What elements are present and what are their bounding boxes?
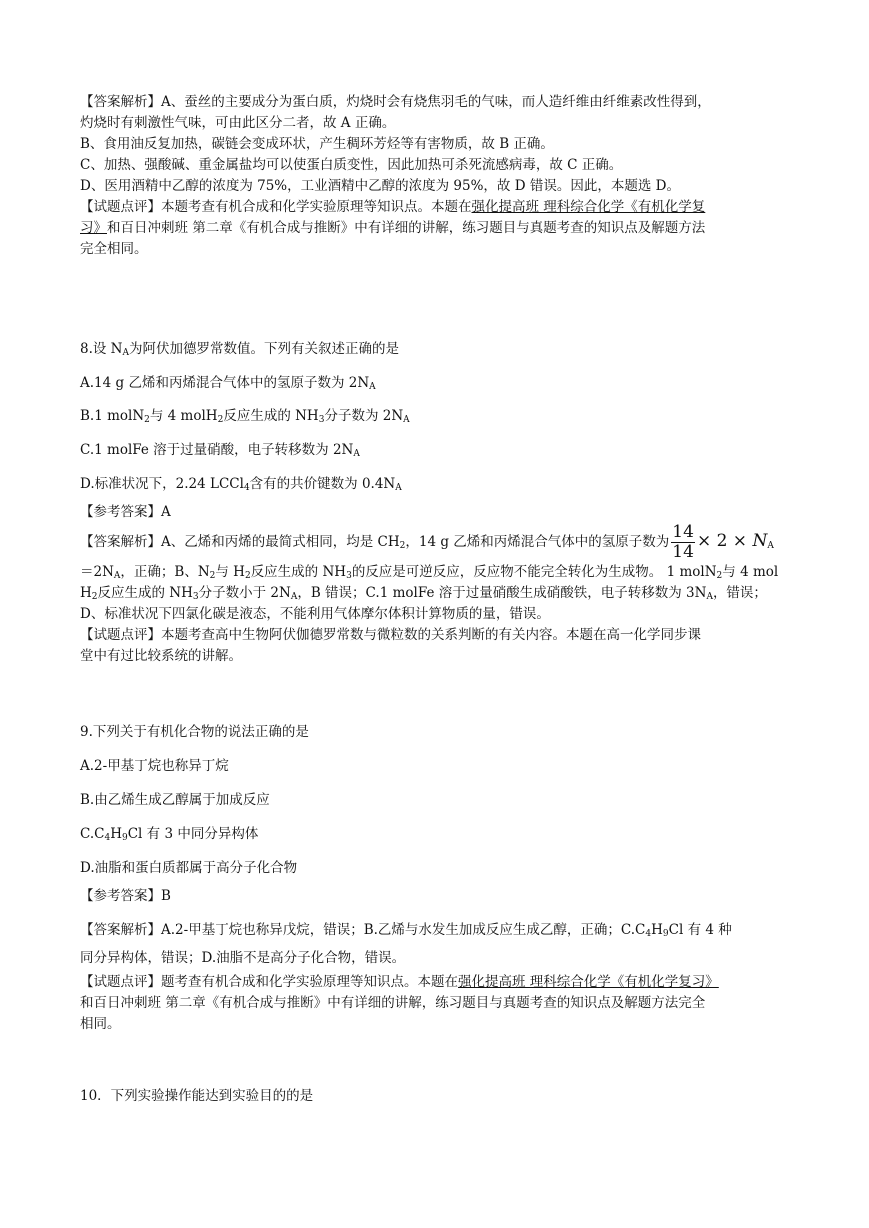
fraction: $\frac{14}{14}$ bbox=[672, 522, 694, 562]
q8-option-a: A.14 g 乙烯和丙烯混合气体中的氢原子数为 $2N_A$ bbox=[80, 375, 376, 392]
q9-option-b: B.由乙烯生成乙醇属于加成反应 bbox=[80, 792, 270, 808]
q9-stem: 9.下列关于有机化合物的说法正确的是 bbox=[80, 724, 309, 740]
q7-analysis-line-5: D、医用酒精中乙醇的浓度为 75%，工业酒精中乙醇的浓度为 95%，故 D 错误。因此，本题选 D。 bbox=[80, 178, 680, 194]
q9-option-a: A.2-甲基丁烷也称异丁烷 bbox=[80, 758, 229, 774]
q9-course-link: 强化提高班 理科综合化学《有机化学复习》 bbox=[458, 974, 719, 990]
q7-analysis-line-2: 灼烧时有刺激性气味，可由此区分二者，故 A 正确。 bbox=[80, 115, 396, 131]
q7-analysis-line-3: B、食用油反复加热，碳链会变成环状，产生稠环芳烃等有害物质，故 B 正确。 bbox=[80, 136, 554, 152]
q8-stem: 8.设 $N_A$为阿伏加德罗常数值。下列有关叙述正确的是 bbox=[80, 341, 399, 358]
q9-option-d: D.油脂和蛋白质都属于高分子化合物 bbox=[80, 860, 298, 876]
q10-stem: 10．下列实验操作能达到实验目的的是 bbox=[80, 1088, 314, 1104]
q8-comment-line-1: 【试题点评】本题考查高中生物阿伏伽德罗常数与微粒数的关系判断的有关内容。本题在高一化学同步课 bbox=[80, 627, 701, 643]
q8-answer: 【参考答案】A bbox=[80, 504, 171, 520]
q8-option-b: B.1 molN$_2$与 4 molH$_2$反应生成的 $NH_3$分子数为 $2N_A$ bbox=[80, 408, 410, 425]
q8-comment-line-2: 堂中有过比较系统的讲解。 bbox=[80, 648, 242, 664]
q8-option-c: C.1 molFe 溶于过量硝酸，电子转移数为 $2N_A$ bbox=[80, 442, 360, 459]
q9-option-c: $C.C_4H_9Cl$ 有 3 中同分异构体 bbox=[80, 826, 259, 843]
q7-course-link-cont: 习》 bbox=[80, 220, 107, 236]
q9-answer: 【参考答案】B bbox=[80, 888, 171, 904]
q7-comment-line-3: 完全相同。 bbox=[80, 241, 148, 257]
q7-analysis-line-1: 【答案解析】A、蚕丝的主要成分为蛋白质，灼烧时会有烧焦羽毛的气味，而人造纤维由纤维素改性得到， bbox=[80, 94, 711, 110]
q7-comment-line-2: 习》和百日冲刺班 第二章《有机合成与推断》中有详细的讲解，练习题目与真题考查的知识点及解题方法 bbox=[80, 220, 706, 236]
q7-explanation bbox=[80, 92, 795, 260]
q9-explanation: 【答案解析】A.2-甲基丁烷也称异戊烷，错误；B.乙烯与水发生加成反应生成乙醇，正确；$C.C_4H_9Cl$ 有 4 种 同分异构体，错误；D.油脂不是高分子化合物，错误。 【试题点评】题考查有机合成和化学实验原理等知识点。本题在强化提高班 理科综合化学《有机化学复习》 和百日冲刺班 第二章《有机合成与推断》中有详细的讲解，练习题目与真题考查的知识点及解题方法完全 相同。 bbox=[80, 922, 732, 1032]
q7-comment-line-1: 【试题点评】本题考查有机合成和化学实验原理等知识点。本题在强化提高班 理科综合化学《有机化学复 bbox=[80, 199, 706, 215]
q8-explanation: 【答案解析】A、乙烯和丙烯的最简式相同，均是 $CH_2$，14 g 乙烯和丙烯混合气体中的氢原子数为 $\frac{14}{14}$ × $2 \times N_A$ $=2N_A$，正确；B、$N_2$与 $H_2$反应生成的 $NH_3$的反应是可逆反应，反应物不能完全转化为生成物。 1 molN$_2$与 4 mol $H_2$反应生成的 $NH_3$分子数小于 $2N_A$，B 错误；C.1 molFe 溶于过量硝酸生成硝酸铁，电子转移数为 $3N_A$，错误； D、标准状况下四氯化碳是液态，不能利用气体摩尔体积计算物质的量，错误。 【试题点评】本题考查高中生物阿伏伽德罗常数与微粒数的关系判断的有关内容。本题在高一化学同步课 堂中有过比较系统的讲解。 bbox=[80, 522, 795, 667]
q8-option-d: D.标准状况下，2.24 LCCl$_4$含有的共价键数为 $0.4N_A$ bbox=[80, 476, 402, 493]
q7-analysis-line-4: C、加热、强酸碱、重金属盐均可以使蛋白质变性，因此加热可杀死流感病毒，故 C 正确。 bbox=[80, 157, 623, 173]
q7-course-link: 强化提高班 理科综合化学《有机化学复 bbox=[471, 199, 706, 215]
